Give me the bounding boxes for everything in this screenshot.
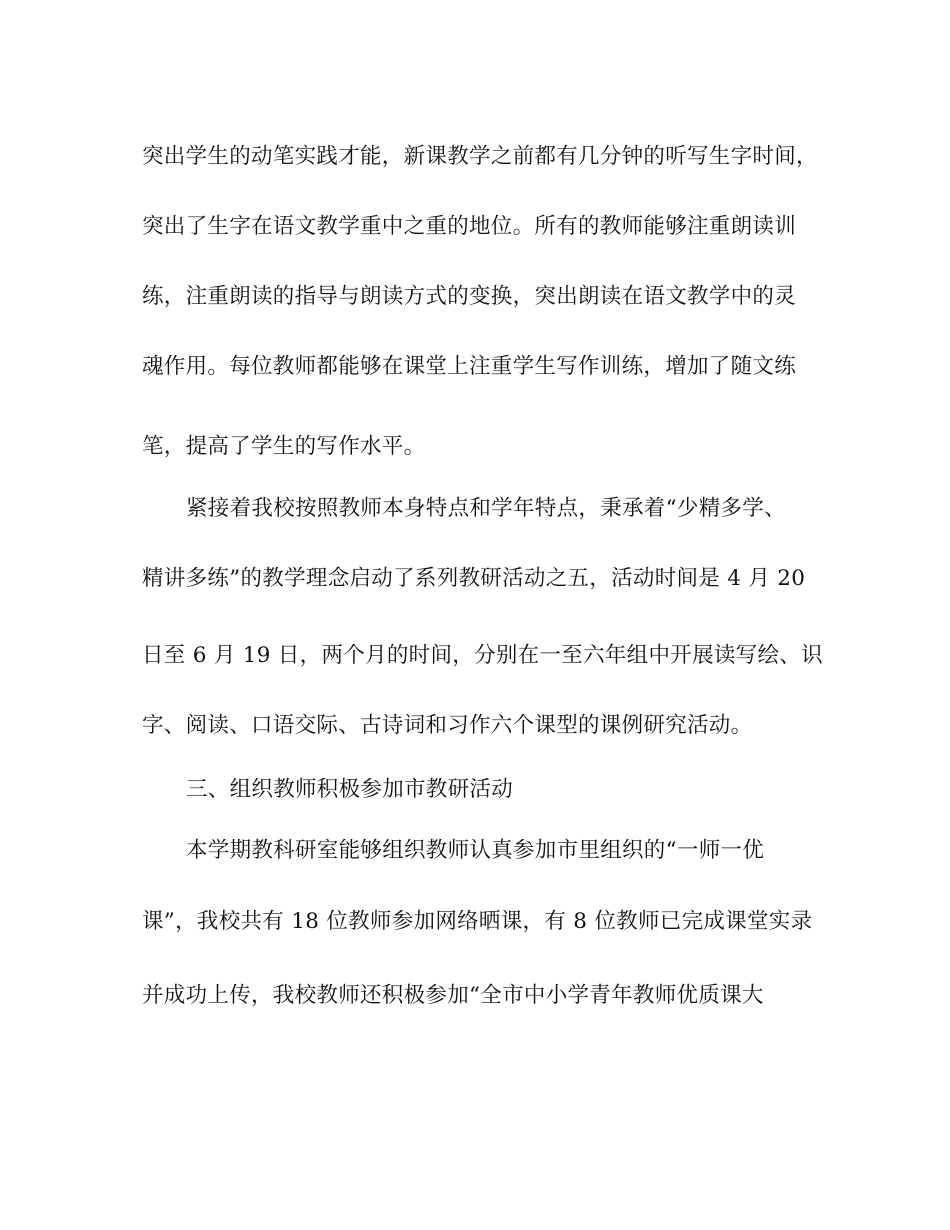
- paragraph-line: 笔，提高了学生的写作水平。: [142, 434, 426, 459]
- paragraph-line: 日至 6 月 19 日，两个月的时间，分别在一至六年组中开展读写绘、识: [142, 643, 823, 668]
- paragraph-line: 突出学生的动笔实践才能，新课教学之前都有几分钟的听写生字时间，: [142, 144, 818, 169]
- paragraph-line: 课”，我校共有 18 位教师参加网络晒课，有 8 位教师已完成课堂实录: [142, 909, 813, 934]
- paragraph-line: 本学期教科研室能够组织教师认真参加市里组织的“一师一优: [186, 838, 765, 863]
- paragraph-line: 突出了生字在语文教学重中之重的地位。所有的教师能够注重朗读训: [142, 214, 797, 239]
- paragraph-line: 魂作用。每位教师都能够在课堂上注重学生写作训练，增加了随文练: [142, 354, 797, 379]
- paragraph-line: 练，注重朗读的指导与朗读方式的变换，突出朗读在语文教学中的灵: [142, 284, 797, 309]
- paragraph-line: 字、阅读、口语交际、古诗词和习作六个课型的课例研究活动。: [142, 713, 753, 738]
- paragraph-line: 并成功上传，我校教师还积极参加“全市中小学青年教师优质课大: [142, 983, 764, 1008]
- paragraph-line: 精讲多练”的教学理念启动了系列教研活动之五，活动时间是 4 月 20: [142, 566, 806, 591]
- paragraph-line: 紧接着我校按照教师本身特点和学年特点，秉承着“少精多学、: [186, 496, 786, 521]
- section-heading: 三、组织教师积极参加市教研活动: [186, 777, 514, 802]
